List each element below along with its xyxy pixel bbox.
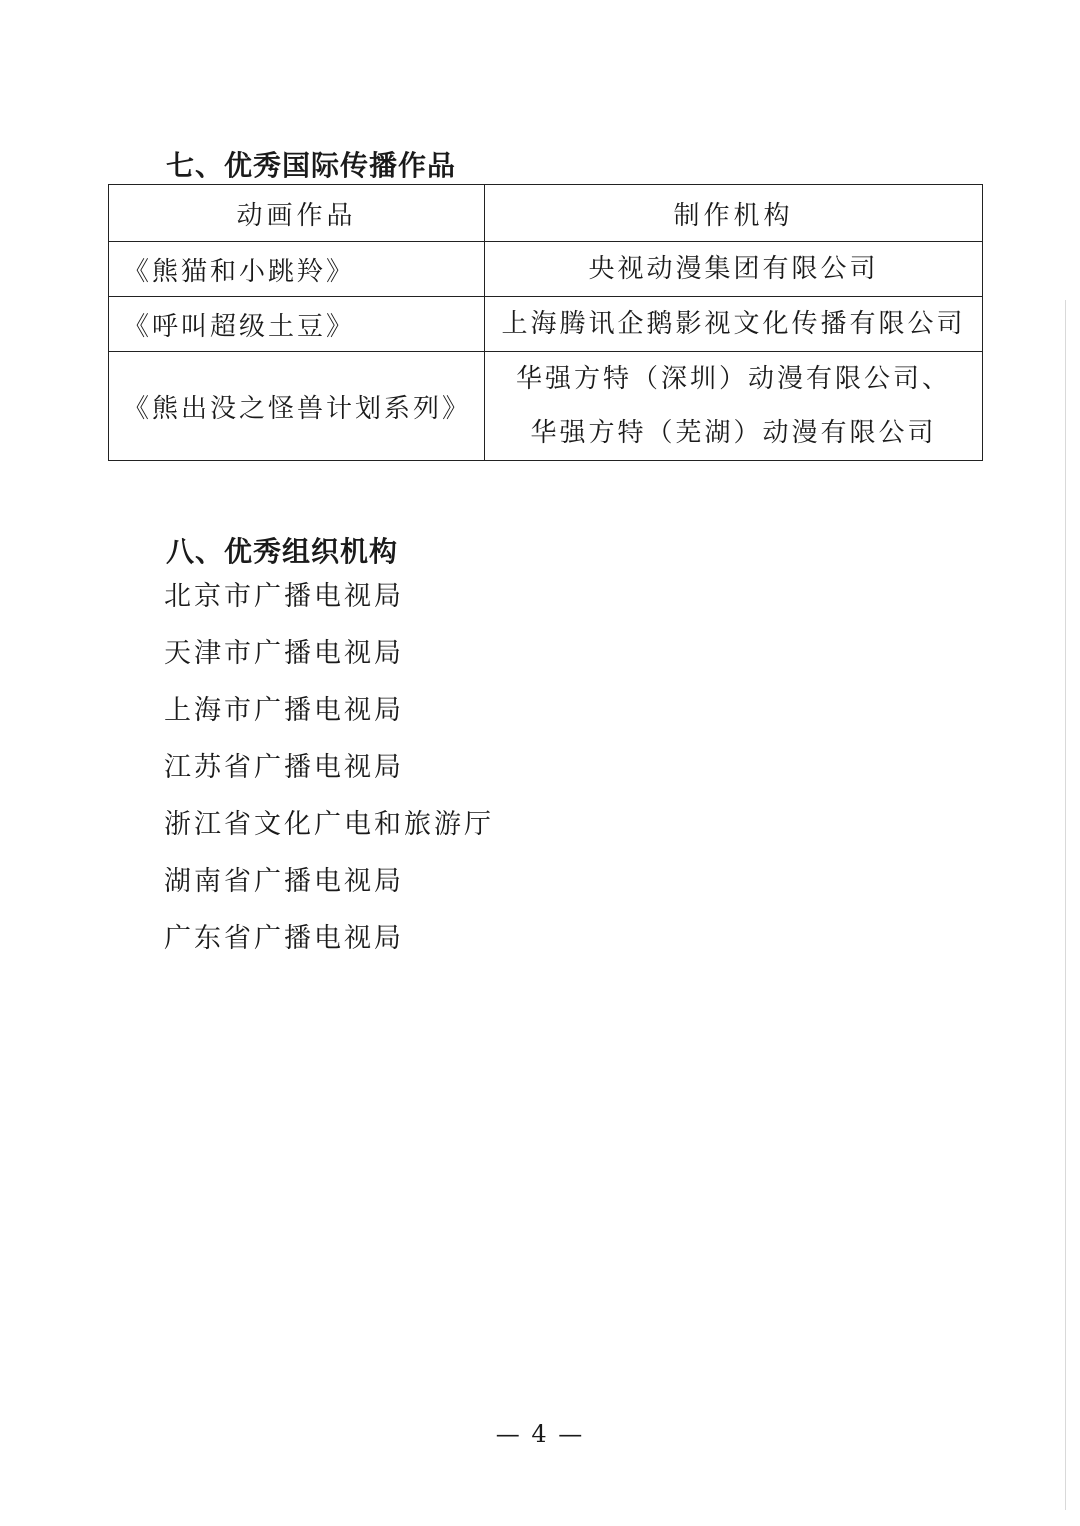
list-item: 湖南省广播电视局 <box>164 866 404 897</box>
list-item: 广东省广播电视局 <box>164 923 404 954</box>
producer-cell <box>485 297 983 352</box>
scan-edge-line <box>1065 300 1066 1510</box>
list-item: 浙江省文化广电和旅游厅 <box>164 809 494 840</box>
page-number: — 4 — <box>495 1420 585 1448</box>
column-header-work: 动画作品 <box>109 185 485 242</box>
work-title-cell: 《熊猫和小跳羚》 <box>109 242 485 297</box>
producer-cell <box>485 242 983 297</box>
list-item: 天津市广播电视局 <box>164 638 404 669</box>
organization-list <box>164 575 494 974</box>
list-item: 江苏省广播电视局 <box>164 752 404 783</box>
column-header-producer: 制作机构 <box>485 185 983 242</box>
table-row <box>109 352 983 461</box>
producer-name: 上海腾讯企鹅影视文化传播有限公司 <box>501 309 966 339</box>
list-item: 北京市广播电视局 <box>164 581 404 612</box>
table-header-row <box>109 185 983 242</box>
producer-name: 华强方特（深圳）动漫有限公司、 <box>515 364 951 394</box>
section-heading-international: 七、优秀国际传播作品 <box>166 149 457 182</box>
list-item: 上海市广播电视局 <box>164 695 404 726</box>
producer-name: 央视动漫集团有限公司 <box>588 254 879 284</box>
table-row <box>109 297 983 352</box>
awards-table <box>108 184 983 461</box>
section-heading-organizations: 八、优秀组织机构 <box>166 535 399 568</box>
producer-cell <box>485 352 983 461</box>
table-row <box>109 242 983 297</box>
work-title-cell: 《熊出没之怪兽计划系列》 <box>109 352 485 461</box>
producer-name: 华强方特（芜湖）动漫有限公司 <box>530 418 937 448</box>
work-title-cell: 《呼叫超级土豆》 <box>109 297 485 352</box>
